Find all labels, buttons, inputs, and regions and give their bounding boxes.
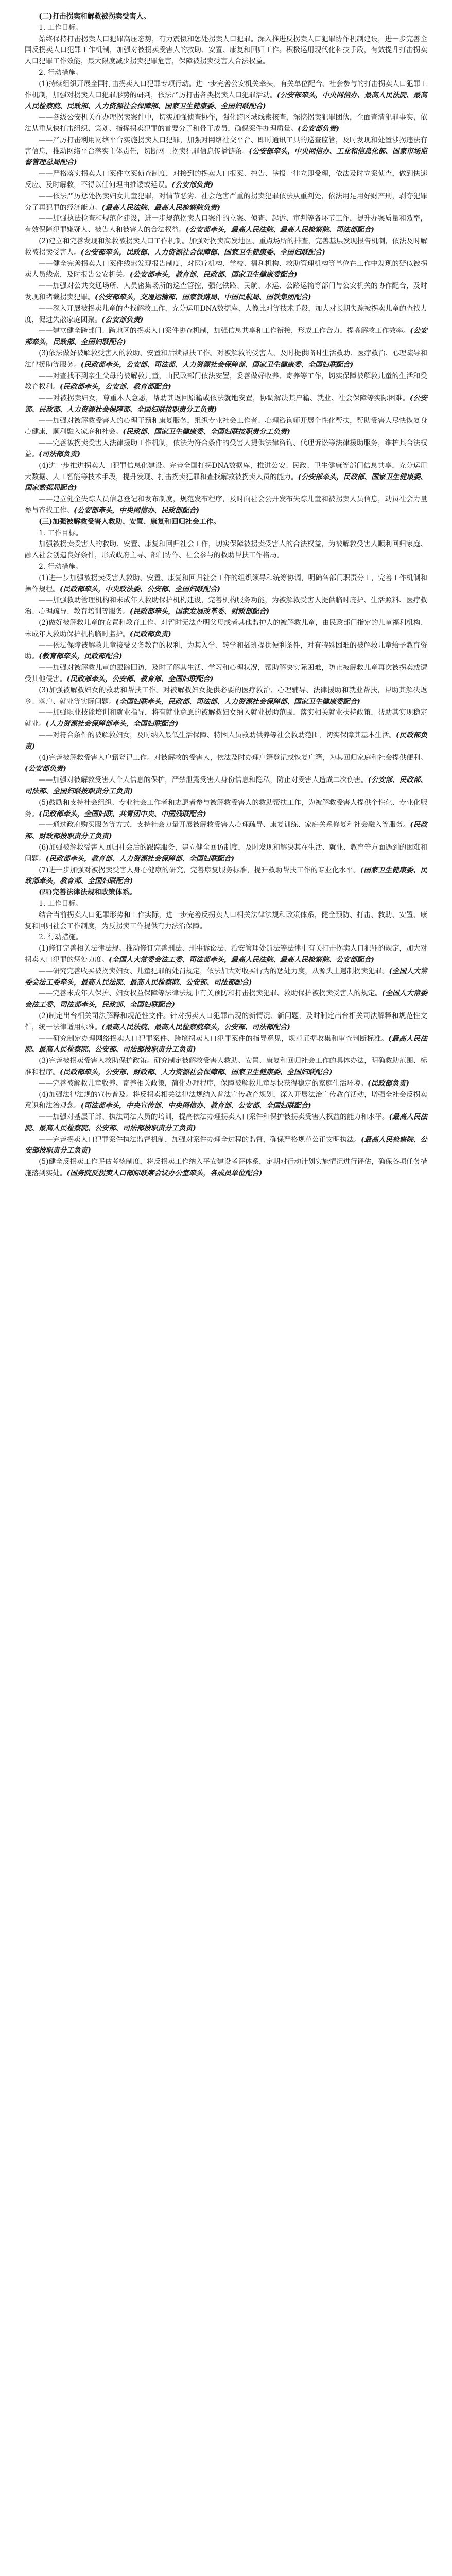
responsible-departments: (公安部、民政部、司法部、全国妇联按职责分工负责) bbox=[25, 776, 427, 795]
paragraph-text: ——健全完善拐卖人口案件线索发现报告制度，对医疗机构、学校、福利机构、救助管理机构等单位在工作中发现的疑似被拐卖人员线索，及时报告公安机关。 bbox=[25, 259, 427, 279]
paragraph bbox=[25, 842, 427, 865]
responsible-departments: (民政部牵头，教育部、人力资源社会保障部、全国妇联配合) bbox=[45, 854, 235, 863]
paragraph-text: (3)完善被拐卖受害人救助保护政策。研究制定被解救受害人救助、安置、康复和回归社会工作的具体办法，明确救助范围、标准和程序。 bbox=[25, 1057, 427, 1076]
paragraph bbox=[25, 899, 427, 910]
paragraph-text: ——各级公安机关在办理拐卖案件中，切实加强侦查协作，强化跨区域线索核查，深挖拐卖犯罪团伙，全面查清犯罪事实，依法从重从快打击组织、策划、指挥拐卖犯罪的首要分子和骨干成员，确保案件办理质量。 bbox=[25, 113, 427, 133]
responsible-departments: (最高人民法院、最高人民检察院牵头，公安部、司法部配合) bbox=[101, 1023, 290, 1031]
paragraph-text: ——加强职业技能培训和就业指导，将有就业意愿的被解救妇女纳入就业援助范围，落实相关就业扶持政策，帮助其实现稳定就业。 bbox=[25, 708, 427, 728]
responsible-departments: (民政部牵头，公安部、财政部、人力资源社会保障部、国家卫生健康委、全国妇联配合) bbox=[59, 1067, 333, 1076]
responsible-departments: (民政部负责) bbox=[368, 1079, 409, 1088]
paragraph-text: ——建立健全跨部门、跨地区的拐卖人口案件协查机制，加强信息共享和工作衔接，形成工作合力，提高解救工作效率。 bbox=[39, 327, 410, 335]
paragraph bbox=[25, 685, 427, 708]
paragraph bbox=[25, 562, 427, 573]
paragraph-text: (7)进一步加强对被拐卖受害人身心健康的研究，完善康复服务标准，提升救助帮扶工作的专业化水平。 bbox=[39, 866, 360, 874]
responsible-departments: (公安部负责) bbox=[298, 124, 339, 133]
paragraph bbox=[25, 966, 427, 989]
paragraph bbox=[25, 730, 427, 753]
responsible-departments: (民政部牵头，全国妇联、共青团中央、中国残联配合) bbox=[39, 809, 206, 818]
paragraph bbox=[25, 753, 427, 775]
paragraph bbox=[25, 168, 427, 191]
paragraph bbox=[25, 820, 427, 842]
responsible-departments: (国务院反拐卖人口部际联席会议办公室牵头，各成员单位配合) bbox=[66, 1169, 263, 1178]
paragraph-text: ——对符合条件的被解救妇女，及时纳入最低生活保障、特困人员救助供养等社会救助范围，切实保障其基本生活。 bbox=[39, 731, 396, 739]
paragraph bbox=[25, 595, 427, 618]
responsible-departments: (公安部牵头，教育部、民政部、国家卫生健康委配合) bbox=[129, 270, 298, 279]
responsible-departments: (最高人民法院、最高人民检察院、公安部、司法部按职责分工负责) bbox=[25, 1113, 427, 1132]
paragraph bbox=[25, 135, 427, 168]
paragraph-text: ——对被拐卖妇女，尊重本人意愿，帮助其返回原籍或依法就地安置，协调解决其户籍、就业、社会保障等实际困难。 bbox=[39, 394, 410, 403]
responsible-departments: (全国妇联牵头，民政部、司法部、人力资源社会保障部、国家卫生健康委配合) bbox=[115, 697, 360, 706]
paragraph-text: ——深入开展被拐卖儿童的查找解救工作，充分运用DNA数据库、人像比对等技术手段，加大对长期失踪被拐卖儿童的查找力度，促进失散家庭团聚。 bbox=[25, 304, 427, 324]
paragraph bbox=[25, 988, 427, 1011]
paragraph bbox=[25, 528, 427, 539]
paragraph bbox=[25, 1011, 427, 1033]
responsible-departments: (公安部牵头，中央网信办、民政部配合) bbox=[74, 506, 200, 515]
responsible-departments: (最高人民法院、最高人民检察院负责) bbox=[101, 203, 220, 212]
paragraph-text: (3)加强被解救妇女的救助和帮扶工作。对被解救妇女提供必要的医疗救治、心理辅导、法律援助和就业帮扶，帮助其解决返乡、落户、就业等实际问题。 bbox=[25, 686, 427, 706]
paragraph-text: ——对查找不到亲生父母的被解救儿童，由民政部门依法安置，妥善做好收养、寄养等工作，切实保障被解救儿童的生活和受教育权利。 bbox=[25, 371, 427, 392]
responsible-departments: (司法部负责) bbox=[39, 450, 81, 459]
paragraph-text: ——加强执法检查和规范化建设，进一步规范拐卖人口案件的立案、侦查、起诉、审判等各环节工作，提升办案质量和效率，有效保障犯罪嫌疑人、被告人和被害人的合法权益。 bbox=[25, 214, 427, 234]
paragraph bbox=[25, 303, 427, 326]
responsible-departments: (全国人大常委会法工委牵头，最高人民法院、最高人民检察院、公安部、司法部配合) bbox=[25, 967, 427, 987]
responsible-departments: (教育部牵头，民政部配合) bbox=[39, 652, 123, 661]
paragraph bbox=[25, 1112, 427, 1134]
paragraph bbox=[25, 67, 427, 79]
paragraph-text: ——完善被拐卖受害人法律援助工作机制，依法为符合条件的受害人提供法律咨询、代理诉讼等法律援助服务，维护其合法权益。 bbox=[25, 439, 427, 459]
paragraph bbox=[25, 259, 427, 281]
paragraph-text: (5)健全反拐卖工作评估考核制度，将反拐卖工作纳入平安建设考评体系，定期对行动计划实施情况进行评估，确保各项任务措施落到实处。 bbox=[25, 1158, 427, 1178]
paragraph bbox=[25, 1056, 427, 1078]
paragraph bbox=[25, 865, 427, 888]
paragraph bbox=[25, 348, 427, 371]
paragraph bbox=[25, 416, 427, 438]
paragraph-text: 结合当前拐卖人口犯罪形势和工作实际，进一步完善反拐卖人口相关法律法规和政策体系，健全预防、打击、救助、安置、康复和回归社会工作制度，为反拐卖工作提供有力法治保障。 bbox=[25, 910, 427, 930]
paragraph-text: (2)做好被解救儿童的安置和教育工作。对暂时无法查明父母或者其他监护人的被解救儿童，由民政部门指定的儿童福利机构、未成年人救助保护机构临时监护。 bbox=[25, 619, 427, 638]
paragraph bbox=[25, 371, 427, 394]
paragraph bbox=[25, 1090, 427, 1112]
responsible-departments: (国家卫生健康委、民政部牵头，教育部、全国妇联配合) bbox=[25, 866, 427, 886]
paragraph bbox=[25, 393, 427, 416]
paragraph bbox=[25, 1078, 427, 1090]
paragraph-text: (二)打击拐卖和解救被拐卖受害人。 bbox=[39, 12, 150, 21]
paragraph bbox=[25, 281, 427, 303]
paragraph-text: ——通过政府购买服务等方式，支持社会力量开展被解救受害人心理疏导、康复训练、家庭关系修复和社会融入等服务。 bbox=[39, 821, 410, 829]
paragraph-text: 2. 行动措施。 bbox=[39, 933, 83, 942]
paragraph bbox=[25, 932, 427, 943]
paragraph bbox=[25, 798, 427, 820]
paragraph-text: ——严格落实拐卖人口案件立案侦查制度，对接到的拐卖人口报案、控告、举报一律立即受理，依法及时立案侦查，做到快速反应、及时解救，不得以任何理由推诿或延误。 bbox=[25, 170, 427, 189]
responsible-departments: (公安部牵头，最高人民法院、最高人民检察院、司法部配合) bbox=[185, 226, 374, 234]
paragraph-text: (2)制定出台相关司法解释和规范性文件。针对拐卖人口犯罪出现的新情况、新问题，及时制定出台相关司法解释和规范性文件，统一法律适用标准。 bbox=[25, 1011, 427, 1031]
responsible-departments: (民政部牵头，公安部、教育部、全国妇联配合) bbox=[66, 675, 214, 684]
paragraph bbox=[25, 663, 427, 685]
paragraph-text: (5)鼓励和支持社会组织、专业社会工作者和志愿者参与被解救受害人的救助帮扶工作，为被解救受害人提供个性化、专业化服务。 bbox=[25, 798, 427, 818]
responsible-departments: (公安部牵头，民政部、全国妇联配合) bbox=[25, 327, 428, 347]
paragraph bbox=[25, 23, 427, 34]
responsible-departments: (最高人民法院、最高人民检察院、公安部、司法部按职责分工负责) bbox=[25, 1034, 428, 1054]
paragraph-text: (6)加强被解救受害人回归社会后的跟踪服务，建立健全回访制度，及时发现和解决其在生活、就业、教育等方面遇到的困难和问题。 bbox=[25, 843, 427, 863]
paragraph-text: 1. 工作目标。 bbox=[39, 899, 83, 908]
paragraph bbox=[25, 539, 427, 562]
paragraph-text: 1. 工作目标。 bbox=[39, 23, 83, 32]
paragraph-text: (4)进一步推进拐卖人口犯罪信息化建设。完善全国打拐DNA数据库，推进公安、民政、卫生健康等部门信息共享，充分运用大数据、人工智能等技术手段，提升发现、打击拐卖犯罪和查找解救被拐卖人员的能力。 bbox=[25, 461, 427, 481]
paragraph bbox=[25, 618, 427, 640]
paragraph-text: ——加强对被解救儿童的跟踪回访，及时了解其生活、学习和心理状况，帮助解决实际困难，防止被解救儿童再次被拐卖或遭受其他侵害。 bbox=[25, 664, 427, 684]
paragraph-text: (1)持续组织开展全国打击拐卖人口犯罪专项行动。进一步完善公安机关牵头，有关单位配合、社会参与的打击拐卖人口犯罪工作机制，加强对拐卖人口犯罪形势的研判，依法严厉打击各类拐卖人口犯罪活动。 bbox=[25, 79, 427, 99]
responsible-departments: (公安部、民政部、人力资源社会保障部、全国妇联按职责分工负责) bbox=[25, 394, 428, 414]
responsible-departments: (全国人大常委会法工委、司法部牵头，民政部、全国妇联配合) bbox=[25, 989, 427, 1009]
paragraph bbox=[25, 573, 427, 596]
paragraph-text: ——严厉打击利用网络平台实施拐卖人口犯罪，加强对网络社交平台、即时通讯工具的巡查监管，及时发现和处置涉拐违法有害信息，推动网络平台落实主体责任，切断网上拐卖犯罪信息传播链条。 bbox=[25, 135, 427, 156]
paragraph-text: ——加强对公共交通场所、人员密集场所的巡查管控，强化铁路、民航、水运、公路运输等部门与公安机关的协作配合，及时发现和堵截拐卖犯罪。 bbox=[25, 282, 427, 301]
responsible-departments: (民政部、财政部按职责分工负责) bbox=[25, 821, 428, 841]
responsible-departments: (民政部负责) bbox=[25, 731, 428, 751]
paragraph bbox=[25, 1033, 427, 1056]
paragraph-text: 2. 行动措施。 bbox=[39, 563, 83, 571]
paragraph bbox=[25, 1134, 427, 1157]
paragraph bbox=[25, 461, 427, 494]
paragraph bbox=[25, 775, 427, 798]
responsible-departments: (全国人大常委会法工委、司法部牵头，最高人民法院、最高人民检察院、公安部配合) bbox=[109, 955, 374, 964]
section-heading bbox=[25, 11, 427, 23]
paragraph-text: (3)依法做好被解救受害人的救助、安置和后续帮扶工作。对被解救的受害人，及时提供临时生活救助、医疗救治、心理疏导和法律援助等服务。 bbox=[25, 349, 427, 369]
responsible-departments: (民政部牵头，国家发展改革委、财政部配合) bbox=[129, 607, 270, 616]
paragraph-text: ——依法保障被解救儿童接受义务教育的权利，为其入学、转学和插班提供便利条件，对有特殊困难的被解救儿童给予教育资助。 bbox=[25, 641, 427, 661]
paragraph-text: (1)进一步加强被拐卖受害人救助、安置、康复和回归社会工作的组织领导和统筹协调，明确各部门职责分工，完善工作机制和操作规程。 bbox=[25, 573, 427, 594]
paragraph-text: 1. 工作目标。 bbox=[39, 529, 83, 537]
paragraph-text: (4)加强法律法规的宣传普及。将反拐卖相关法律法规纳入普法宣传教育规划，深入开展法治宣传教育活动，增强全社会反拐卖意识和法治观念。 bbox=[25, 1090, 427, 1110]
paragraph bbox=[25, 707, 427, 730]
paragraph-text: 加强被拐卖受害人的救助、安置、康复和回归社会工作，切实保障被拐卖受害人的合法权益，为被解救受害人顺利回归家庭、融入社会创造良好条件，形成政府主导、部门协作、社会参与的救助帮扶工作格局。 bbox=[25, 540, 427, 560]
paragraph-text: 2. 行动措施。 bbox=[39, 68, 83, 77]
paragraph bbox=[25, 326, 427, 348]
responsible-departments: (公安部负责) bbox=[25, 765, 66, 773]
responsible-departments: (人力资源社会保障部牵头，全国妇联配合) bbox=[45, 720, 179, 728]
responsible-departments: (司法部牵头，中央宣传部、中央网信办、教育部、公安部、全国妇联配合) bbox=[80, 1101, 311, 1110]
paragraph-text: (4)完善被解救受害人户籍登记工作。对被解救的受害人，依法及时办理户籍登记或恢复户籍，为其回归家庭和社会提供便利。 bbox=[39, 753, 427, 762]
paragraph-text: 始终保持打击拐卖人口犯罪高压态势，有力震慑和惩处拐卖人口犯罪。深入推进反拐卖人口犯罪协作机制建设，进一步完善全国反拐卖人口犯罪工作机制，加强对被拐卖受害人的救助、安置、康复和回归工作。积极运用现代化科技手段，有效提升打击拐卖人口犯罪工作效能，最大限度减少拐卖犯罪危害，保障被拐卖受害人合法权益。 bbox=[25, 35, 427, 66]
paragraph bbox=[25, 79, 427, 112]
paragraph-text: ——建立健全失踪人员信息登记和发布制度，规范发布程序，及时向社会公开发布失踪儿童和被拐卖人员信息，动员社会力量参与查找工作。 bbox=[25, 495, 427, 515]
paragraph-text: ——完善被解救儿童收养、寄养相关政策，简化办理程序，保障被解救儿童尽快获得稳定的家庭生活环境。 bbox=[39, 1079, 368, 1088]
paragraph-text: ——加强对基层干部、执法司法人员的培训，提高依法办理拐卖人口案件和保护被拐卖受害人权益的能力和水平。 bbox=[39, 1113, 389, 1122]
paragraph bbox=[25, 213, 427, 236]
responsible-departments: (民政部、国家卫生健康委、全国妇联按职责分工负责) bbox=[123, 428, 290, 436]
responsible-departments: (公安部牵头，民政部、人力资源社会保障部、国家卫生健康委、全国妇联配合) bbox=[80, 248, 325, 257]
responsible-departments: (公安部负责) bbox=[101, 315, 144, 324]
paragraph-text: ——完善未成年人保护、妇女权益保障等法律法规中有关预防和打击拐卖犯罪、救助保护被拐卖受害人的规定。 bbox=[39, 989, 382, 998]
responsible-departments: (公安部牵头，中央网信办、工业和信息化部、国家市场监督管理总局配合) bbox=[25, 147, 427, 167]
paragraph bbox=[25, 1157, 427, 1179]
paragraph-text: (四)完善法律法规和政策体系。 bbox=[39, 888, 136, 897]
paragraph-text: (1)修订完善相关法律法规。推动修订完善刑法、刑事诉讼法、治安管理处罚法等法律中有关打击拐卖人口犯罪的规定，加大对拐卖人口犯罪的惩处力度。 bbox=[25, 944, 427, 964]
paragraph-text: ——依法严厉惩处拐卖妇女儿童犯罪，对情节恶劣、社会危害严重的拐卖犯罪依法从重判处，依法用足用好财产刑，剥夺犯罪分子再犯罪的经济能力。 bbox=[25, 192, 427, 212]
responsible-departments: (公安部牵头，民政部、国家卫生健康委、国家数据局配合) bbox=[25, 472, 428, 493]
document-body bbox=[25, 11, 427, 1179]
responsible-departments: (民政部牵头，公安部、教育部配合) bbox=[59, 383, 171, 392]
paragraph bbox=[25, 640, 427, 663]
paragraph-text: ——加强救助管理机构和未成年人救助保护机构建设，完善机构服务功能，为被解救受害人提供临时庇护、生活照料、医疗救治、心理疏导、教育培训等服务。 bbox=[25, 596, 427, 616]
paragraph-text: ——完善拐卖人口犯罪案件执法监督机制，加强对案件办理全过程的监督，确保严格规范公正文明执法。 bbox=[39, 1135, 361, 1144]
paragraph bbox=[25, 236, 427, 259]
paragraph bbox=[25, 34, 427, 67]
responsible-departments: (民政部牵头，中央政法委、公安部、全国妇联配合) bbox=[59, 585, 220, 594]
responsible-departments: (公安部牵头，中央网信办、最高人民法院、最高人民检察院、民政部、人力资源社会保障部、国家卫生健康委、全国妇联配合) bbox=[25, 91, 427, 111]
paragraph-text: ——加强对被解救受害人个人信息的保护，严禁泄露受害人身份信息和隐私，防止对受害人造成二次伤害。 bbox=[39, 776, 368, 785]
paragraph bbox=[25, 438, 427, 461]
paragraph bbox=[25, 112, 427, 135]
responsible-departments: (最高人民检察院、公安部按职责分工负责) bbox=[25, 1135, 428, 1155]
paragraph bbox=[25, 191, 427, 214]
paragraph bbox=[25, 494, 427, 517]
section-heading bbox=[25, 517, 427, 528]
responsible-departments: (公安部牵头，交通运输部、国家铁路局、中国民航局、国铁集团配合) bbox=[94, 293, 311, 301]
section-heading bbox=[25, 887, 427, 899]
paragraph bbox=[25, 943, 427, 966]
paragraph bbox=[25, 910, 427, 933]
responsible-departments: (民政部负责) bbox=[129, 630, 171, 638]
paragraph-text: ——加强对被解救受害人的心理干预和康复服务，组织专业社会工作者、心理咨询师开展个性化帮扶，帮助受害人尽快恢复身心健康，顺利融入家庭和社会。 bbox=[25, 416, 427, 436]
paragraph-text: ——研究制定办理网络拐卖人口犯罪案件、跨境拐卖人口犯罪案件的指导意见，规范证据收集和审查判断标准。 bbox=[39, 1034, 389, 1043]
responsible-departments: (公安部负责) bbox=[171, 180, 214, 189]
paragraph-text: ——研究完善收买被拐卖妇女、儿童犯罪的处罚规定，依法加大对收买行为的惩处力度，从源头上遏制拐卖犯罪。 bbox=[39, 967, 389, 975]
paragraph-text: (2)建立和完善发现和解救被拐卖人口工作机制。加强对拐卖高发地区、重点场所的排查，完善基层发现报告机制，依法及时解救被拐卖受害人。 bbox=[25, 236, 427, 257]
responsible-departments: (民政部牵头，公安部、司法部、人力资源社会保障部、国家卫生健康委、全国妇联配合) bbox=[80, 360, 354, 369]
paragraph-text: (三)加强被解救受害人救助、安置、康复和回归社会工作。 bbox=[39, 517, 220, 526]
